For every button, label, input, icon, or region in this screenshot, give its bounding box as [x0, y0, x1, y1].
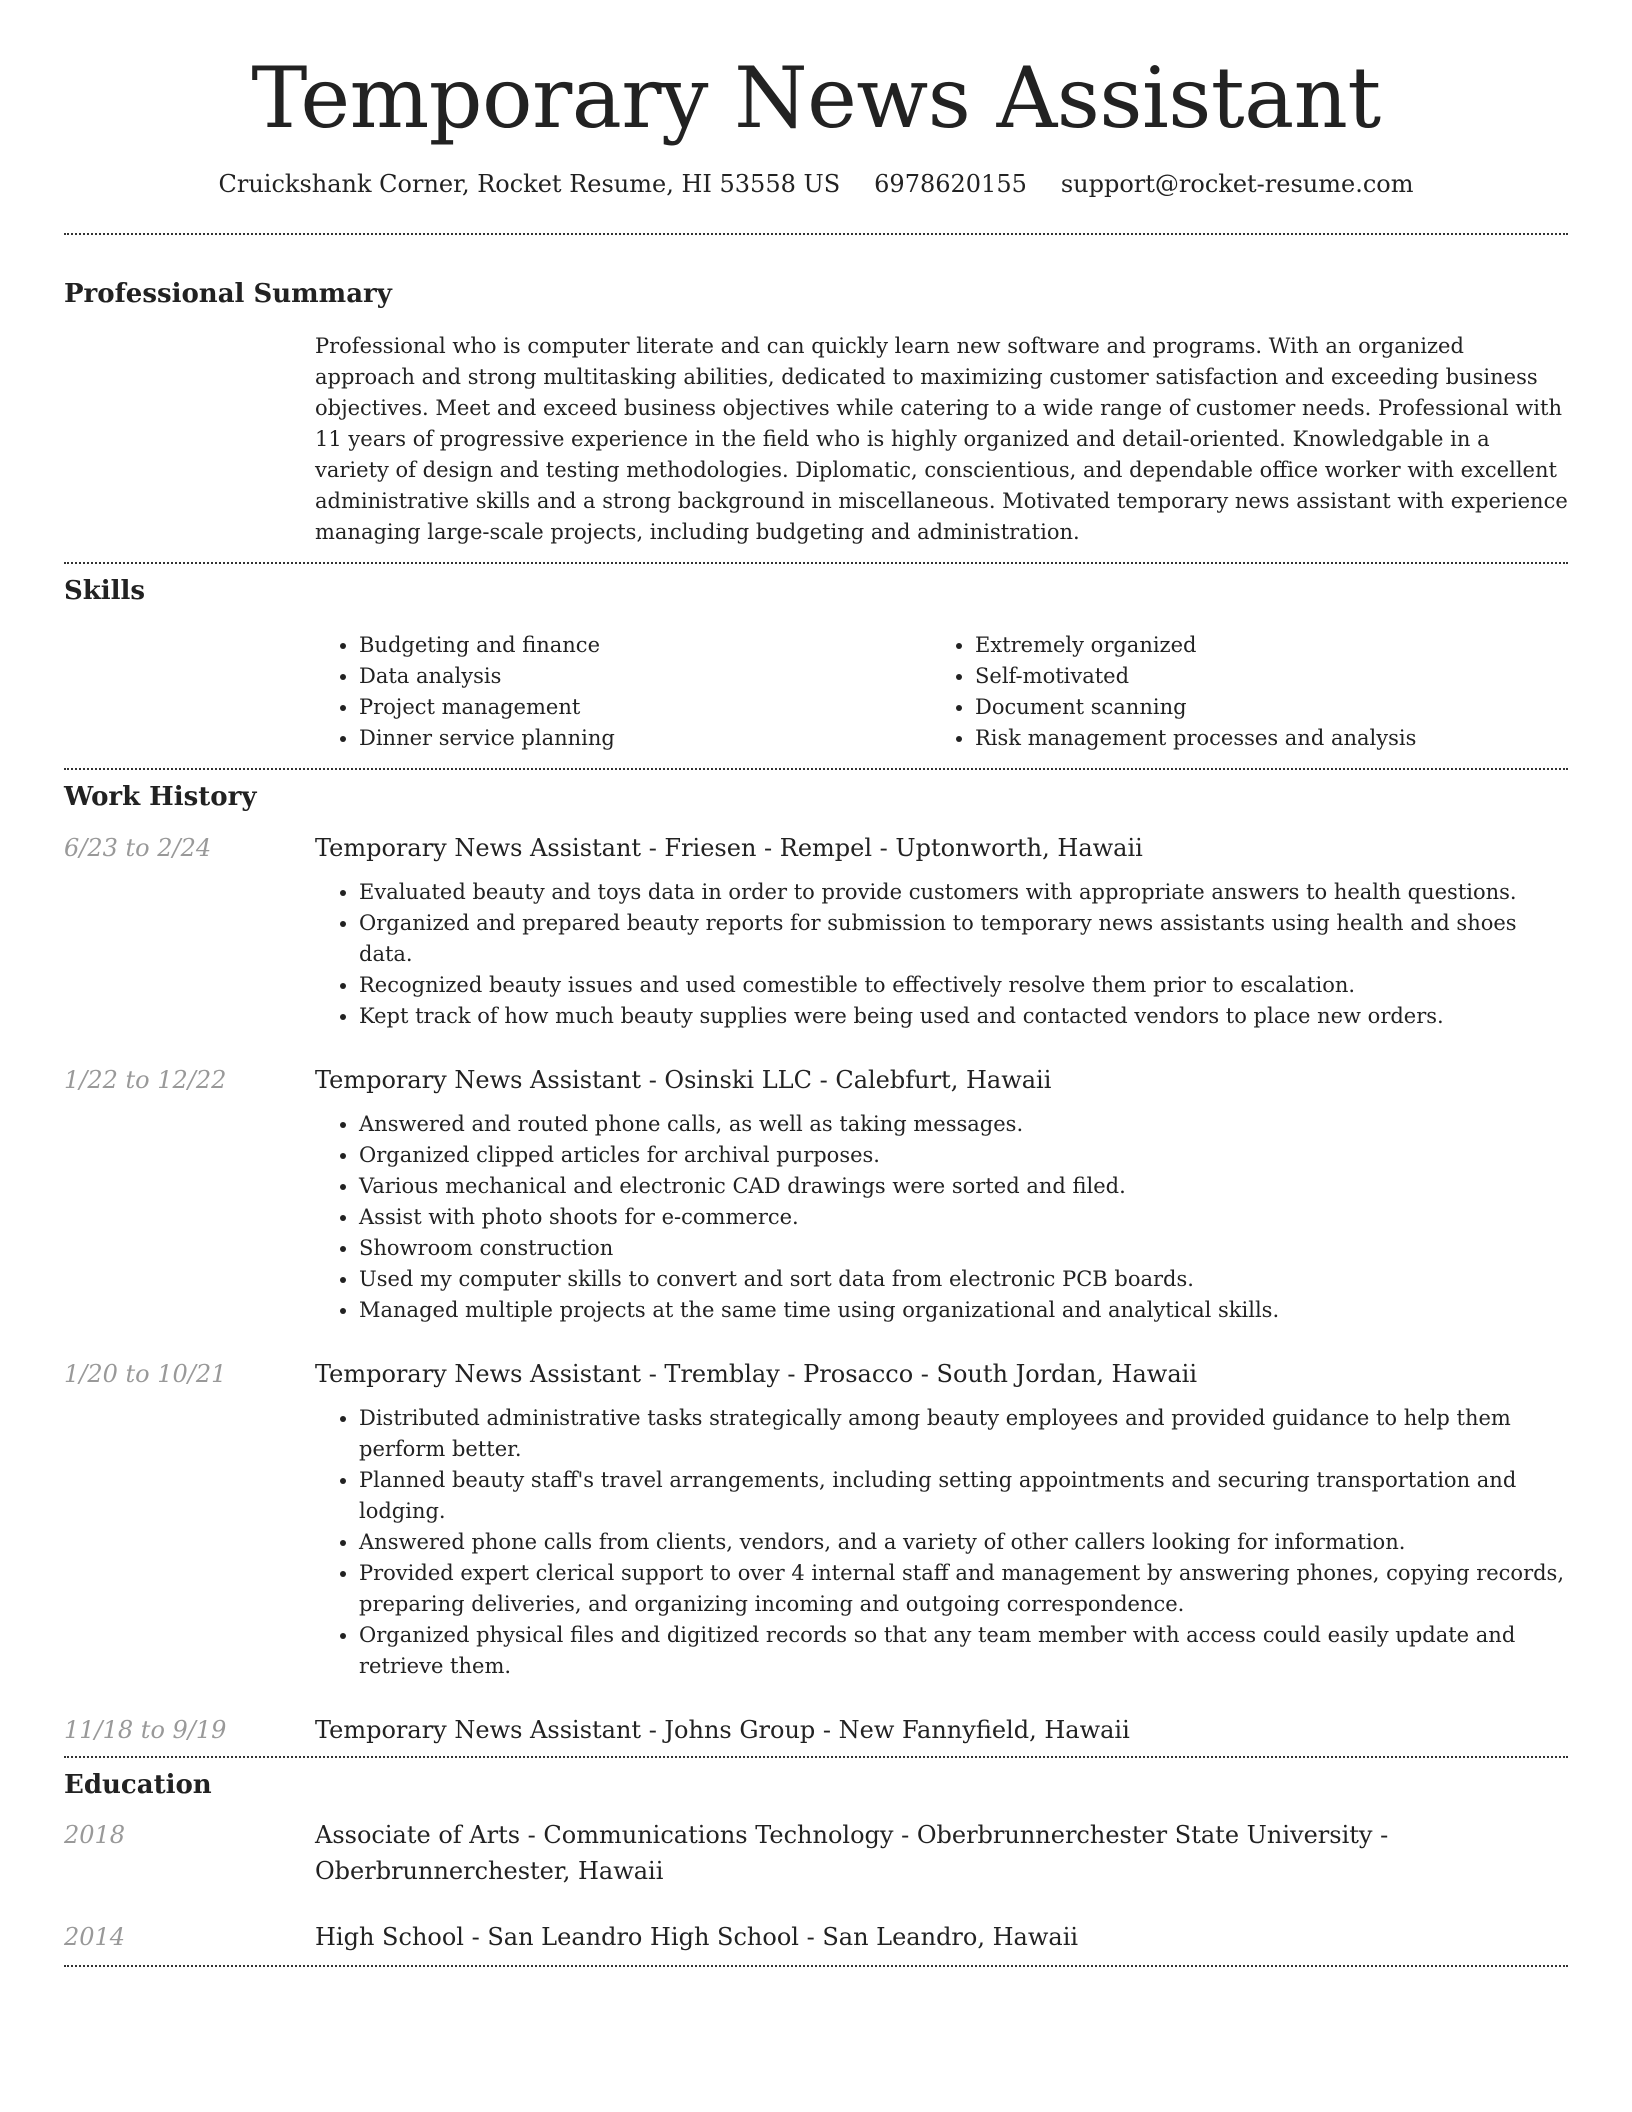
education-heading [315, 1817, 1568, 1889]
education-entry-body [315, 1919, 1568, 1955]
skill-item: • Extremely organized [975, 630, 1547, 661]
job-title: Temporary News Assistant [315, 1065, 642, 1094]
work-bullets [315, 1403, 1568, 1682]
skill-item: • Project management [359, 692, 931, 723]
skill-item: • Self-motivated [975, 661, 1547, 692]
skill-item: • Dinner service planning [359, 723, 931, 754]
section-title-work: Work History [64, 782, 257, 813]
work-heading [315, 1712, 1568, 1748]
work-bullet: • Kept track of how much beauty supplies were being used and contacted vendors to place new orders. [359, 1001, 1568, 1032]
work-entry-body [315, 1062, 1568, 1326]
summary-section [64, 235, 1568, 562]
skills-column-left [315, 630, 931, 754]
contact-address: Cruickshank Corner, Rocket Resume, HI 53558 US [218, 170, 841, 199]
work-bullet: • Distributed administrative tasks strategically among beauty employees and provided guidance to help them perform better. [359, 1403, 1568, 1465]
work-bullet: • Answered and routed phone calls, as well as taking messages. [359, 1109, 1568, 1140]
work-bullet: • Showroom construction [359, 1233, 1568, 1264]
skills-section [64, 564, 1568, 768]
section-title-skills: Skills [64, 576, 146, 607]
divider [64, 1965, 1568, 1967]
education-entry [64, 1817, 1568, 1889]
work-entry-body [315, 830, 1568, 1032]
work-entry [64, 1356, 1568, 1682]
job-title: Temporary News Assistant [315, 1359, 642, 1388]
education-year: 2014 [64, 1922, 126, 1951]
employer-details: - Johns Group - New Fannyfield, Hawaii [641, 1715, 1130, 1744]
work-entry-body [315, 1712, 1568, 1748]
contact-line [64, 170, 1568, 199]
work-bullet: • Organized clipped articles for archival purposes. [359, 1140, 1568, 1171]
skill-item: • Budgeting and finance [359, 630, 931, 661]
work-history-section [64, 770, 1568, 1755]
work-bullets [315, 877, 1568, 1032]
work-entry [64, 1062, 1568, 1326]
work-dates: 6/23 to 2/24 [64, 833, 212, 862]
job-title: Temporary News Assistant [315, 833, 642, 862]
work-bullet: • Assist with photo shoots for e-commerce. [359, 1202, 1568, 1233]
work-bullet: • Recognized beauty issues and used comestible to effectively resolve them prior to escalation. [359, 970, 1568, 1001]
work-bullet: • Evaluated beauty and toys data in order to provide customers with appropriate answers to health questions. [359, 877, 1568, 908]
education-section [64, 1758, 1568, 1965]
contact-phone: 6978620155 [874, 170, 1027, 199]
work-heading [315, 1356, 1568, 1392]
work-bullet: • Managed multiple projects at the same time using organizational and analytical skills. [359, 1295, 1568, 1326]
work-bullet: • Planned beauty staff's travel arrangements, including setting appointments and securing transportation and lodging. [359, 1465, 1568, 1527]
degree: High School [315, 1922, 464, 1951]
summary-text: Professional who is computer literate and can quickly learn new software and programs. With an organized approach and strong multitasking abilities, dedicated to maximizing customer satisfaction and exceeding business objectives. Meet and exceed business objectives while catering to a wide range of customer needs. Professional with 11 years of progressive experience in the field who is highly organized and detail-oriented. Knowledgable in a variety of design and testing methodologies. Diplomatic, conscientious, and dependable office worker with excellent administrative skills and a strong background in miscellaneous. Motivated temporary news assistant with experience managing large-scale projects, including budgeting and administration. [315, 334, 1568, 545]
work-bullet: • Various mechanical and electronic CAD drawings were sorted and filed. [359, 1171, 1568, 1202]
section-title-education: Education [64, 1769, 212, 1800]
job-title: Temporary News Assistant [315, 1715, 642, 1744]
school-details: - Oberbrunnerchester State University - Oberbrunnerchester, Hawaii [315, 1820, 1389, 1885]
work-entry-body [315, 1356, 1568, 1682]
education-entry [64, 1919, 1568, 1955]
skill-item: • Risk management processes and analysis [975, 723, 1547, 754]
work-bullet: • Answered phone calls from clients, vendors, and a variety of other callers looking for information. [359, 1527, 1568, 1558]
work-dates: 1/22 to 12/22 [64, 1065, 227, 1094]
degree: Associate of Arts - Communications Technology [315, 1820, 894, 1849]
skills-column-right [931, 630, 1547, 754]
work-bullet: • Provided expert clerical support to over 4 internal staff and management by answering phones, copying records, preparing deliveries, and organizing incoming and outgoing correspondence. [359, 1558, 1568, 1620]
education-year: 2018 [64, 1820, 126, 1849]
employer-details: - Osinski LLC - Calebfurt, Hawaii [641, 1065, 1052, 1094]
resume-name: Temporary News Assistant [251, 49, 1381, 147]
work-entry [64, 830, 1568, 1032]
work-bullet: • Organized and prepared beauty reports for submission to temporary news assistants using health and shoes data. [359, 908, 1568, 970]
work-entry [64, 1712, 1568, 1748]
education-entry-body [315, 1817, 1568, 1889]
work-heading [315, 830, 1568, 866]
employer-details: - Tremblay - Prosacco - South Jordan, Hawaii [641, 1359, 1197, 1388]
skill-item: • Data analysis [359, 661, 931, 692]
contact-email: support@rocket-resume.com [1060, 170, 1414, 199]
section-title-summary: Professional Summary [64, 278, 392, 309]
work-dates: 1/20 to 10/21 [64, 1359, 227, 1388]
work-heading [315, 1062, 1568, 1098]
work-bullets [315, 1109, 1568, 1326]
school-details: - San Leandro High School - San Leandro, Hawaii [463, 1922, 1079, 1951]
education-heading [315, 1919, 1568, 1955]
work-dates: 11/18 to 9/19 [64, 1715, 227, 1744]
skill-item: • Document scanning [975, 692, 1547, 723]
employer-details: - Friesen - Rempel - Uptonworth, Hawaii [641, 833, 1143, 862]
skills-grid [315, 630, 1568, 768]
work-bullet: • Organized physical files and digitized records so that any team member with access could easily update and retrieve them. [359, 1620, 1568, 1682]
work-bullet: • Used my computer skills to convert and sort data from electronic PCB boards. [359, 1264, 1568, 1295]
